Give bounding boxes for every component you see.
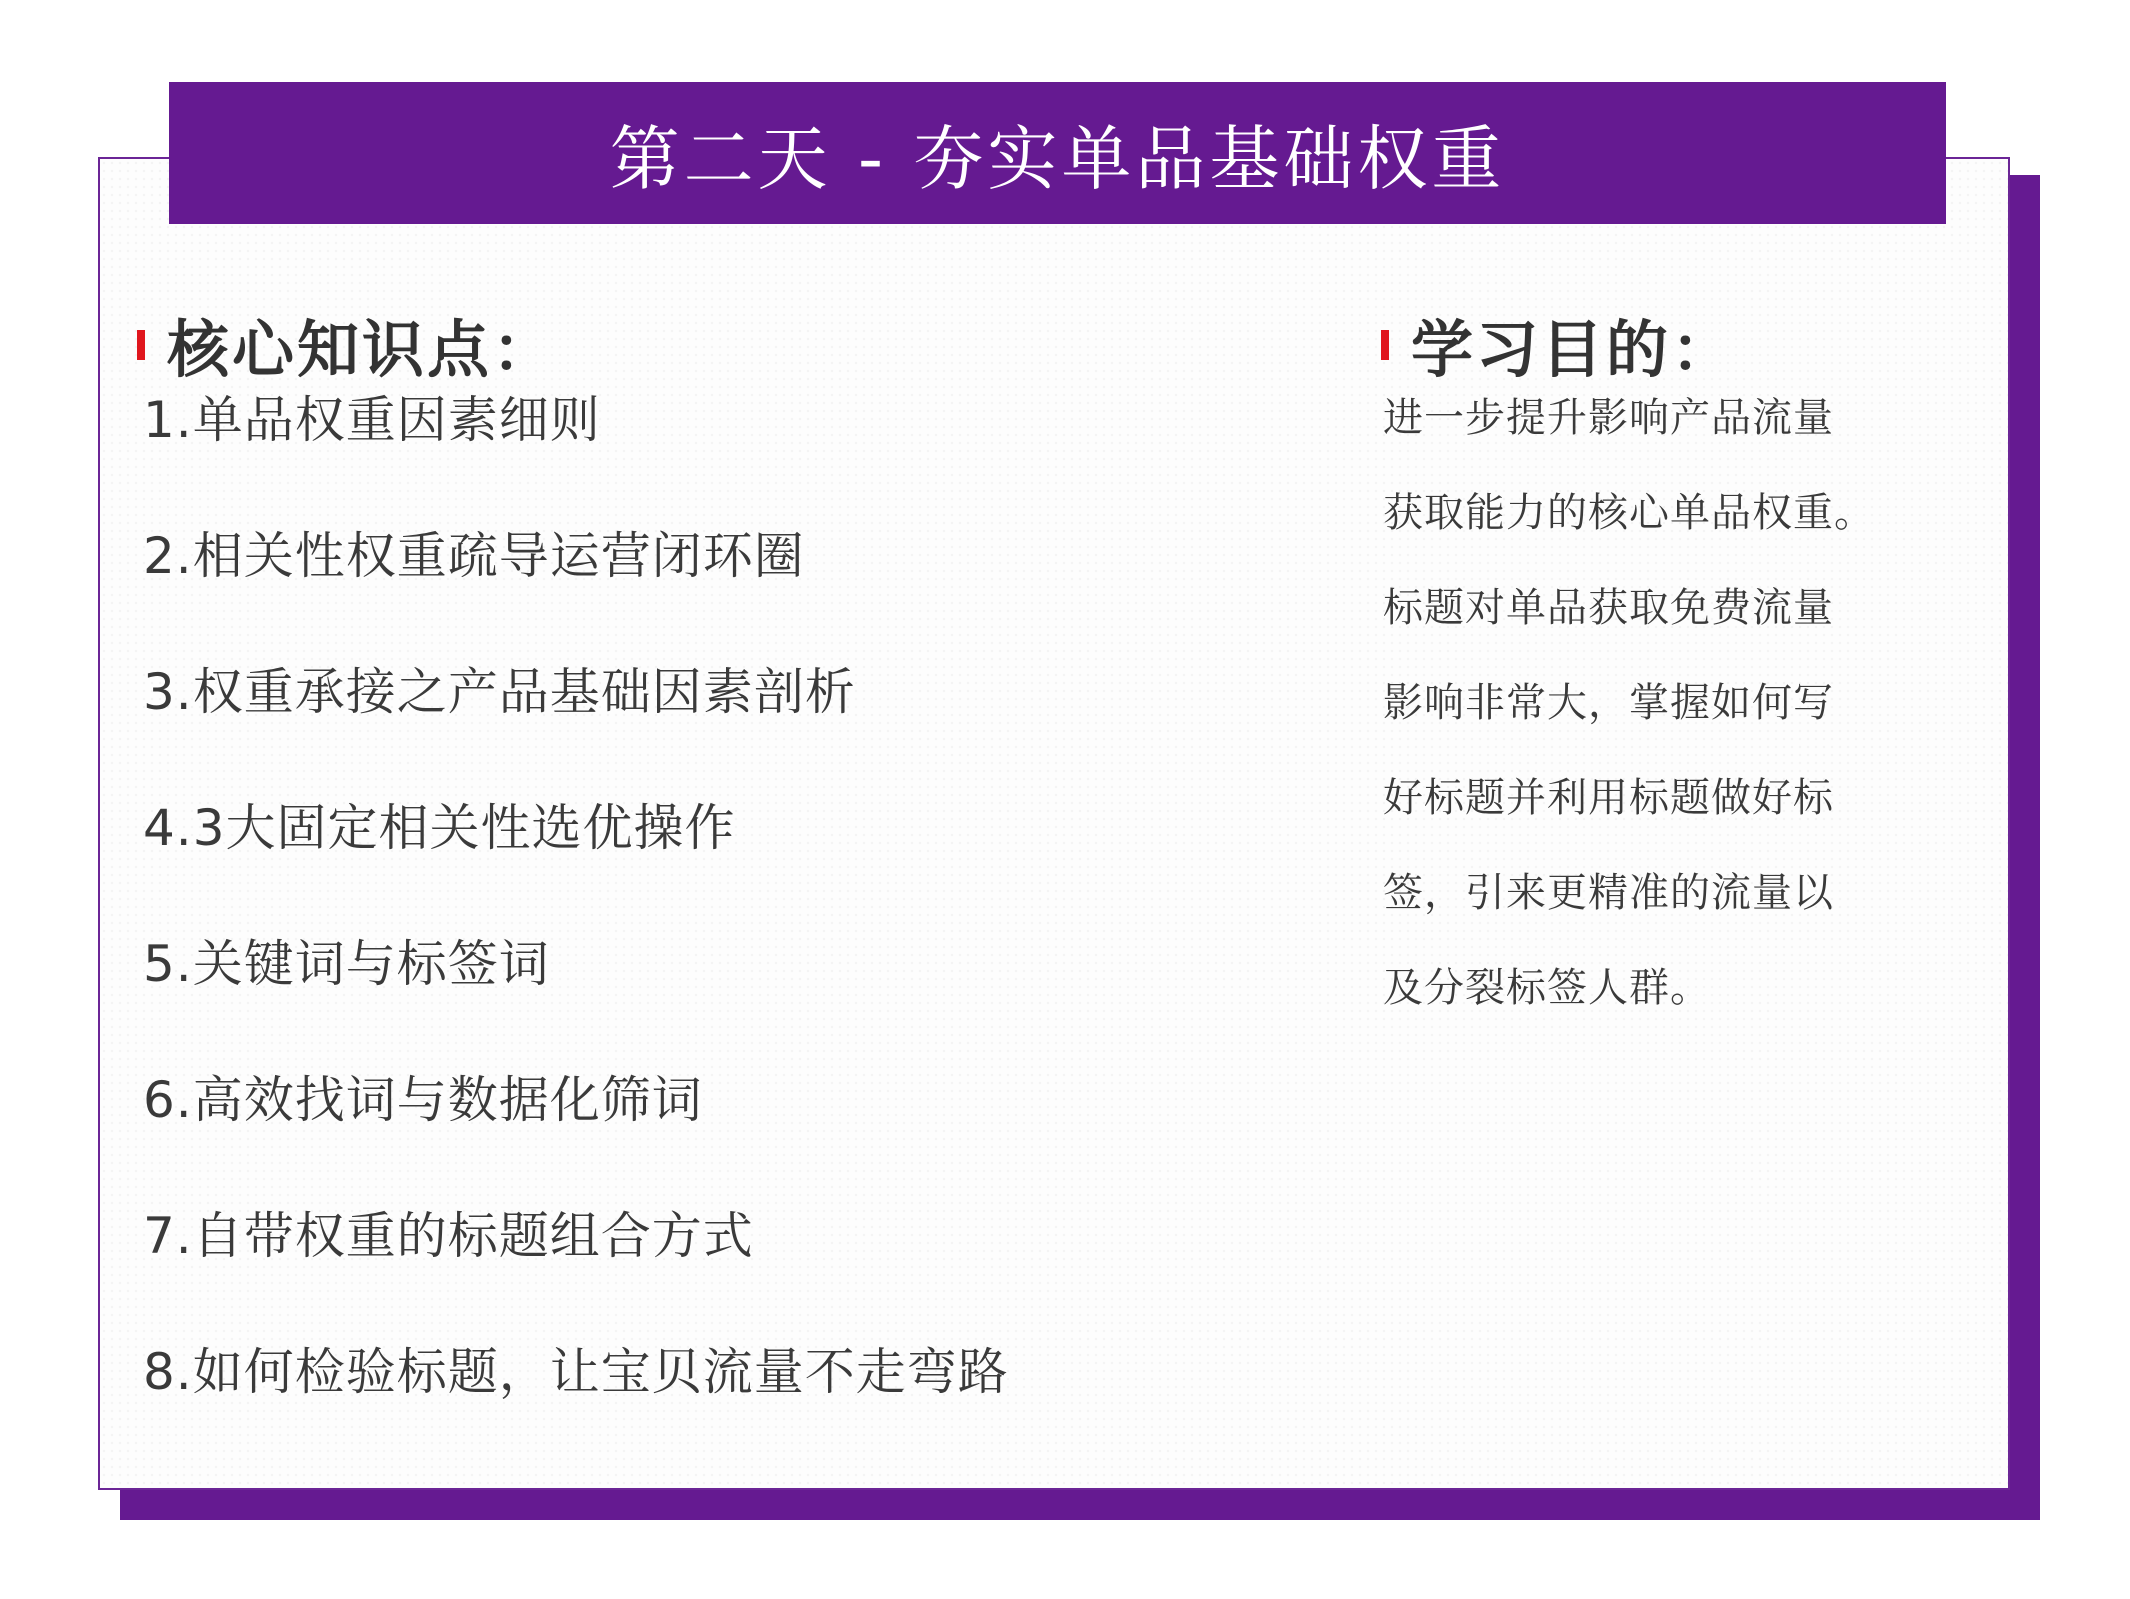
knowledge-item-6: 6.高效找词与数据化筛词 — [143, 1071, 703, 1129]
knowledge-item-2: 2.相关性权重疏导运营闭环圈 — [143, 527, 805, 585]
knowledge-section-header — [137, 300, 557, 389]
goal-heading: 学习目的： — [1411, 313, 1737, 386]
goal-line-2: 获取能力的核心单品权重。 — [1383, 490, 1875, 536]
knowledge-item-5: 5.关键词与标签词 — [143, 935, 550, 993]
knowledge-item-7: 7.自带权重的标题组合方式 — [143, 1207, 754, 1265]
knowledge-item-4: 4.3大固定相关性选优操作 — [143, 799, 736, 857]
knowledge-item-8: 8.如何检验标题，让宝贝流量不走弯路 — [143, 1343, 1009, 1401]
goal-line-1: 进一步提升影响产品流量 — [1383, 395, 1834, 441]
title-banner — [169, 82, 1946, 224]
goal-accent-bar — [1381, 330, 1389, 360]
knowledge-item-1: 1.单品权重因素细则 — [143, 391, 601, 449]
goal-text — [1383, 390, 1875, 1055]
goal-line-5: 好标题并利用标题做好标 — [1383, 775, 1834, 821]
knowledge-list — [143, 390, 1009, 1478]
goal-section-header — [1381, 300, 1736, 389]
goal-line-6: 签，引来更精准的流量以 — [1383, 870, 1834, 916]
goal-line-4: 影响非常大，掌握如何写 — [1383, 680, 1834, 726]
page-title: 第二天 - 夯实单品基础权重 — [609, 117, 1506, 200]
knowledge-accent-bar — [137, 330, 145, 360]
goal-line-3: 标题对单品获取免费流量 — [1383, 585, 1834, 631]
knowledge-heading: 核心知识点： — [167, 313, 558, 386]
goal-line-7: 及分裂标签人群。 — [1383, 965, 1711, 1011]
knowledge-item-3: 3.权重承接之产品基础因素剖析 — [143, 663, 856, 721]
